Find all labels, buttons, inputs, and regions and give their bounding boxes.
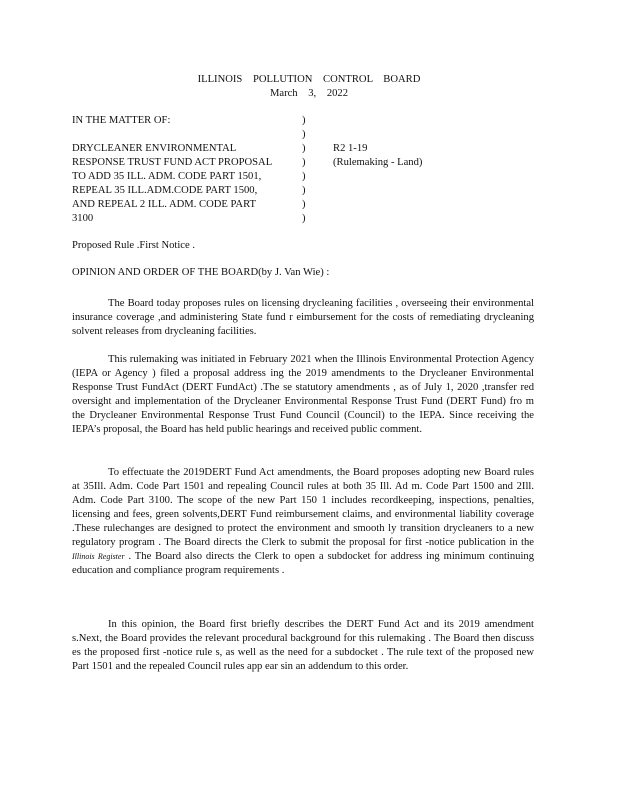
in-the-matter-label: IN THE MATTER OF:	[72, 115, 171, 126]
caption-paren: )	[302, 171, 306, 182]
proposed-rule-notice: Proposed Rule .First Notice .	[72, 240, 195, 251]
docket-info	[333, 142, 422, 170]
caption-paren: )	[302, 115, 306, 126]
caption-title-line: RESPONSE TRUST FUND ACT PROPOSAL	[72, 157, 273, 168]
caption-title-line: 3100	[72, 213, 94, 224]
caption-title-line: REPEAL 35 ILL.ADM.CODE PART 1500,	[72, 185, 258, 196]
paragraph-1-text: The Board today proposes rules on licensing drycleaning facilities , overseeing their environmental insurance coverage ,and administering State fund r eimbursement for the costs of remediating drycleaning solvent releases from drycleaning facilities.	[72, 298, 534, 337]
caption-paren: )	[302, 199, 306, 210]
caption-paren: )	[302, 129, 306, 140]
caption-paren: )	[302, 213, 306, 224]
paragraph-3-text-end: . The Board also directs the Clerk to open a subdocket for address ing minimum continuing education and compliance program requirements .	[72, 551, 535, 576]
paragraph-4-text: In this opinion, the Board first briefly describes the DERT Fund Act and its 2019 amendment s.Next, the Board provides the relevant procedural background for this rulemaking . The Board then discuss es the proposed first -notice rule s, as well as the need for a subdocket . The rule text of the proposed new Part 1501 and the repealed Council rules app ear sin an addendum to this order.	[72, 619, 534, 672]
paragraph-1	[72, 297, 534, 339]
caption-paren: )	[302, 185, 306, 196]
agency-title: ILLINOIS POLLUTION CONTROL BOARD	[197, 74, 421, 85]
paragraph-3-text: To effectuate the 2019DERT Fund Act amendments, the Board proposes adopting new Board rules at 35Ill. Adm. Code Part 1501 and repealing Council rules at both 35 Ill. Ad m. Code Part 1500 and 2Ill. Adm. Code Part 3100. The scope of the new Part 150 1 includes recordkeeping, inspections, penalties, licensing and fees, green solvents,DERT Fund reimbursement claims, and environmental liability coverage .These rulechanges are designed to protect the environment and smooth ly transition drycleaners to a new regulatory program . The Board directs the Clerk to submit the proposal for first -notice publication in the	[72, 467, 534, 548]
caption-paren: )	[302, 157, 306, 168]
caption-title-line: TO ADD 35 ILL. ADM. CODE PART 1501,	[72, 171, 262, 182]
caption-title-line: AND REPEAL 2 ILL. ADM. CODE PART	[72, 199, 256, 210]
caption-parentheses	[302, 114, 314, 226]
docket-number: R2 1-19	[333, 143, 368, 154]
rulemaking-type: (Rulemaking - Land)	[333, 157, 423, 168]
decision-date: March 3, 2022	[269, 88, 349, 99]
caption-title-line: DRYCLEANER ENVIRONMENTAL	[72, 143, 237, 154]
paragraph-2-text: This rulemaking was initiated in February 2021 when the Illinois Environmental Protection Agency (IEPA or Agency ) filed a proposal address ing the 2019 amendments to the Drycleaner Environmental Response Trust FundAct (DERT FundAct) .The se statutory amendments , as of July 1, 2020 ,transfer red oversight and implementation of the Drycleaner Environmental Response Trust Fund (DERT Fund) fro m the Drycleaner Environmental Response Trust Fund Council (Council) to the IEPA. Since receiving the IEPA’s proposal, the Board has held public hearings and received public comment.	[72, 354, 534, 435]
paragraph-2	[72, 353, 534, 437]
paragraph-3	[72, 466, 534, 578]
opinion-heading: OPINION AND ORDER OF THE BOARD(by J. Van Wie) :	[72, 267, 330, 278]
case-caption	[72, 114, 297, 226]
paragraph-4	[72, 618, 534, 674]
illinois-register-italic: Illinois Register	[72, 552, 125, 561]
caption-paren: )	[302, 143, 306, 154]
